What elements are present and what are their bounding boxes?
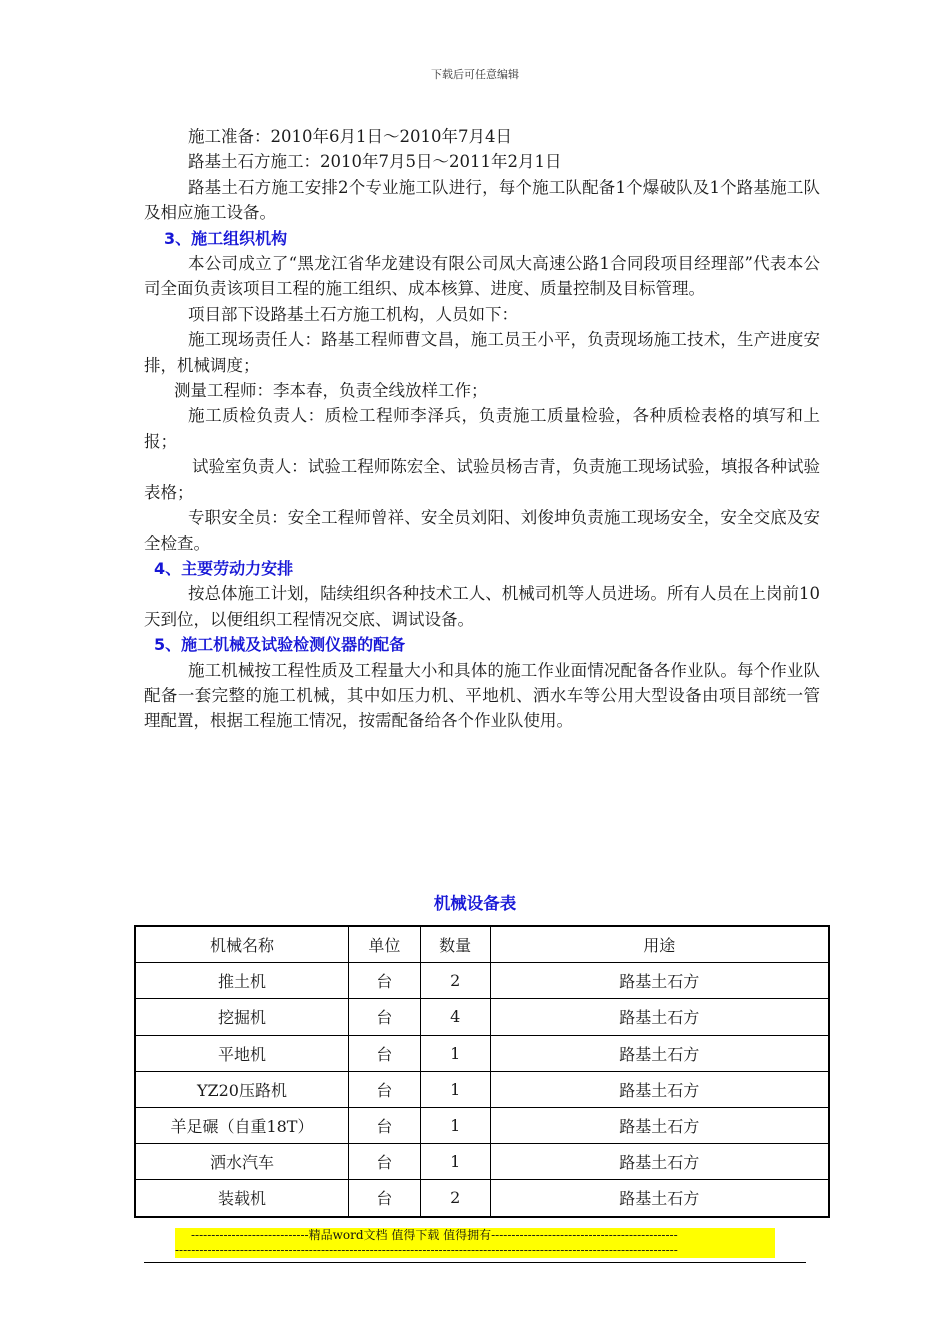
column-header-quantity: 数量 — [420, 926, 490, 963]
heading-machinery: 5、施工机械及试验检测仪器的配备 — [154, 635, 406, 655]
cell-name: 推土机 — [135, 963, 348, 999]
paragraph-safety: 专职安全员：安全工程师曾祥、安全员刘阳、刘俊坤负责施工现场安全，安全交底及安全检查。 — [144, 508, 820, 553]
footer-banner — [175, 1228, 775, 1258]
table-row — [135, 999, 829, 1035]
cell-purpose: 路基土石方 — [490, 1107, 829, 1143]
paragraph-team-arrangement: 路基土石方施工安排2个专业施工队进行，每个施工队配备1个爆破队及1个路基施工队及相应施工设备。 — [144, 177, 820, 223]
table-row — [135, 963, 829, 999]
cell-name: 挖掘机 — [135, 999, 348, 1035]
paragraph-site-manager: 施工现场责任人：路基工程师曹文昌，施工员王小平，负责现场施工技术，生产进度安排，机械调度； — [144, 330, 820, 375]
paragraph-labor: 按总体施工计划，陆续组织各种技术工人、机械司机等人员进场。所有人员在上岗前10天到位，以便组织工程情况交底、调试设备。 — [144, 584, 820, 629]
cell-name: 装载机 — [135, 1180, 348, 1217]
table-title: 机械设备表 — [433, 894, 517, 913]
cell-purpose: 路基土石方 — [490, 1180, 829, 1217]
cell-unit: 台 — [348, 999, 420, 1035]
cell-purpose: 路基土石方 — [490, 1144, 829, 1180]
cell-quantity: 4 — [420, 999, 490, 1035]
column-header-purpose: 用途 — [490, 926, 829, 963]
cell-unit: 台 — [348, 1180, 420, 1217]
document-body — [144, 124, 820, 734]
cell-unit: 台 — [348, 1071, 420, 1107]
cell-unit: 台 — [348, 1035, 420, 1071]
table-row — [135, 1180, 829, 1217]
equipment-table — [134, 925, 830, 1218]
paragraph-prep-period: 施工准备：2010年6月1日～2010年7月4日 — [188, 127, 512, 146]
cell-purpose: 路基土石方 — [490, 1071, 829, 1107]
cell-quantity: 1 — [420, 1107, 490, 1143]
cell-quantity: 2 — [420, 963, 490, 999]
heading-labor: 4、主要劳动力安排 — [154, 558, 294, 578]
paragraph-department: 项目部下设路基土石方施工机构，人员如下： — [188, 304, 518, 324]
paragraph-company: 本公司成立了“黑龙江省华龙建设有限公司凤大高速公路1合同段项目经理部”代表本公司全面负责该项目工程的施工组织、成本核算、进度、质量控制及目标管理。 — [144, 254, 820, 299]
cell-purpose: 路基土石方 — [490, 963, 829, 999]
cell-quantity: 1 — [420, 1035, 490, 1071]
cell-quantity: 2 — [420, 1180, 490, 1217]
paragraph-quality: 施工质检负责人：质检工程师李泽兵，负责施工质量检验，各种质检表格的填写和上报； — [144, 406, 820, 451]
cell-name: 羊足碾（自重18T） — [135, 1107, 348, 1143]
table-row — [135, 1144, 829, 1180]
column-header-unit: 单位 — [348, 926, 420, 963]
paragraph-surveyor: 测量工程师：李本春，负责全线放样工作； — [174, 381, 488, 401]
table-header-row — [135, 926, 829, 963]
column-header-name: 机械名称 — [135, 926, 348, 963]
cell-name: 平地机 — [135, 1035, 348, 1071]
cell-name: 洒水汽车 — [135, 1144, 348, 1180]
footer-line-2: ---------------------------------------------------------------------------------------------------------------------------- — [175, 1243, 678, 1257]
cell-quantity: 1 — [420, 1144, 490, 1180]
cell-unit: 台 — [348, 1107, 420, 1143]
cell-unit: 台 — [348, 1144, 420, 1180]
footer-divider — [144, 1262, 806, 1263]
table-row — [135, 1071, 829, 1107]
cell-quantity: 1 — [420, 1071, 490, 1107]
table-row — [135, 1035, 829, 1071]
table-row — [135, 1107, 829, 1143]
footer-line-1: -----------------------------精品word文档 值得下载 值得拥有---------------------------------------------- — [191, 1228, 678, 1242]
paragraph-earthwork-period: 路基土石方施工：2010年7月5日～2011年2月1日 — [188, 152, 562, 172]
cell-purpose: 路基土石方 — [490, 999, 829, 1035]
header-note: 下载后可任意编辑 — [431, 68, 519, 81]
cell-unit: 台 — [348, 963, 420, 999]
heading-organization: 3、施工组织机构 — [164, 228, 288, 248]
cell-name: YZ20压路机 — [135, 1071, 348, 1107]
paragraph-lab: 试验室负责人：试验工程师陈宏全、试验员杨吉青，负责施工现场试验，填报各种试验表格； — [144, 457, 820, 502]
paragraph-machinery: 施工机械按工程性质及工程量大小和具体的施工作业面情况配备各作业队。每个作业队配备一套完整的施工机械，其中如压力机、平地机、洒水车等公用大型设备由项目部统一管理配置，根据工程施工情况，按需配备给各个作业队使用。 — [144, 660, 820, 731]
cell-purpose: 路基土石方 — [490, 1035, 829, 1071]
